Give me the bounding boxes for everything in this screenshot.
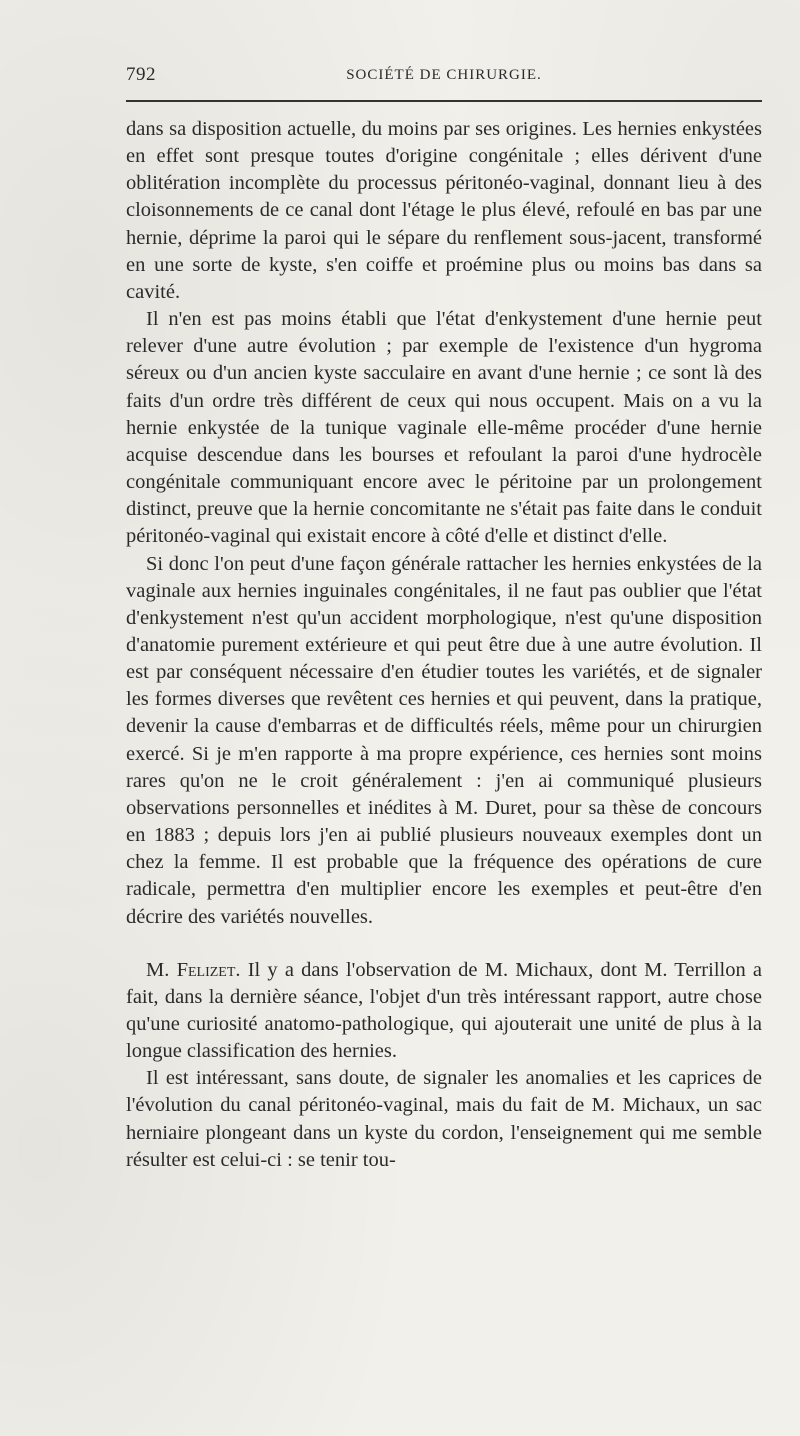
paragraph-3: Si donc l'on peut d'une façon générale rattacher les hernies enkystées de la vaginale aux hernies inguinales congénitales, il ne faut pas oublier que l'état d'enkystement n'est qu'un accident morphologique, n'est qu'une disposition d'anatomie purement extérieure et qui peut être due à une autre évolution. Il est par conséquent nécessaire d'en étudier toutes les variétés, et de signaler les formes diverses que revêtent ces hernies et qui peuvent, dans la pratique, devenir la cause d'embarras et de difficultés réels, même pour un chirurgien exercé. Si je m'en rapporte à ma propre expérience, ces hernies sont moins rares qu'on ne le croit généralement : j'en ai communiqué plusieurs observations personnelles et inédites à M. Duret, pour sa thèse de concours en 1883 ; depuis lors j'en ai publié plusieurs nouveaux exemples dont un chez la femme. Il est probable que la fréquence des opérations de cure radicale, permettra d'en multiplier encore les exemples et peut-être d'en décrire des variétés nouvelles. <box>126 552 762 928</box>
running-title: SOCIÉTÉ DE CHIRURGIE. <box>346 67 542 83</box>
speaker-text: . Il y a dans l'observation de M. Michaux, dont M. Terrillon a fait, dans la dernière séance, l'objet d'un très intéressant rapport, autre chose qu'une curiosité anatomo-pathologique, qui ajouterait une unité de plus à la longue classification des hernies. <box>126 958 763 1063</box>
speaker-name: Felizet <box>176 958 236 981</box>
page-number: 792 <box>126 64 156 85</box>
closing-paragraph: Il est intéressant, sans doute, de signaler les anomalies et les caprices de l'évolution du canal péritonéo-vaginal, mais du fait de M. Michaux, un sac herniaire plongeant dans un kyste du cordon, l'enseignement qui me semble résulter est celui-ci : se tenir tou- <box>126 1067 762 1171</box>
paragraph-1: dans sa disposition actuelle, du moins par ses origines. Les hernies enkystées en effet sont presque toutes d'origine congénitale ; elles dérivent d'une oblitération incomplète du processus péritonéo-vaginal, donnant lieu à des cloisonnements de ce canal dont l'étage le plus élevé, refoulé en bas par une hernie, déprime la paroi qui le sépare du renflement sous-jacent, transformé en une sorte de kyste, s'en coiffe et proémine plus ou moins bas dans sa cavité. <box>126 118 762 303</box>
header-rule <box>126 100 762 102</box>
paragraph-2: Il n'en est pas moins établi que l'état d'enkystement d'une hernie peut relever d'une autre évolution ; par exemple de l'existence d'un hygroma séreux ou d'un ancien kyste sacculaire en avant d'une hernie ; ce sont là des faits d'un ordre très différent de ceux qui nous occupent. Mais on a vu la hernie enkystée de la tunique vaginale elle-même procéder d'une hernie acquise descendue dans les bourses et refoulant la paroi d'une hydrocèle congénitale communiquant encore avec le péritoine par un prolongement distinct, preuve que la hernie concomitante ne s'était pas faite dans le conduit péritonéo-vaginal qui existait encore à côté d'elle et distinct d'elle. <box>126 308 762 548</box>
speaker-paragraph <box>126 957 762 1066</box>
speaker-prefix: M. <box>146 958 170 981</box>
running-head <box>126 64 762 92</box>
body-text <box>126 116 762 1174</box>
